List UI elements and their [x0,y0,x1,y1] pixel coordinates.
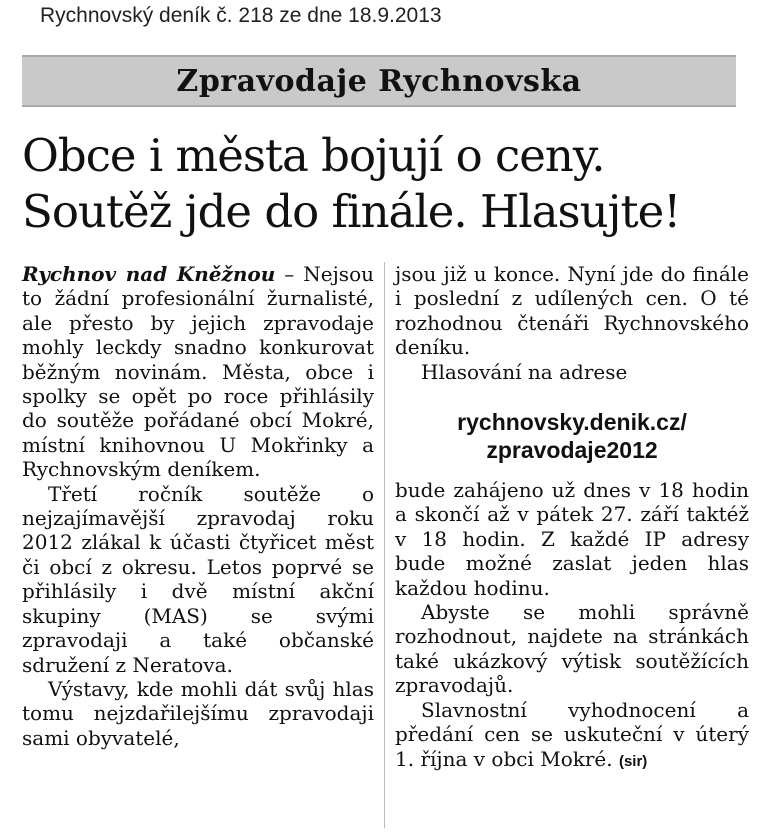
section-banner [22,55,736,107]
dateline: Rychnov nad Kněžnou [22,262,276,286]
article-paragraph-7: Abyste se mohli správně rozhodnout, najdete na stránkách také ukázkový výtisk soutěžících zpravodajů. [395,600,749,698]
article-paragraph-8 [395,698,749,774]
author-signature: (sir) [618,752,648,770]
paragraph-8-text: Slavnostní vyhodnocení a předání cen se uskuteční v úterý 1. října v obci Mokré. [395,697,749,771]
article-paragraph-4: jsou již u konce. Nyní jde do finále i poslední z udílených cen. O té rozhodnou čtenáři Rychnovského deníku. [395,262,749,360]
headline-line-2: Soutěž jde do finále. Hlasujte! [22,185,681,238]
voting-url-line-1: rychnovsky.denik.cz/ [457,409,687,436]
article-paragraph-3: Výstavy, kde mohli dát svůj hlas tomu nejzdařilejšímu zpravodaji sami obyvatelé, [22,676,374,750]
headline-line-1: Obce i města bojují o ceny. [22,129,605,182]
section-banner-title: Zpravodaje Rychnovska [176,63,582,99]
dateline-dash: – [275,262,304,286]
article-column-left [22,262,374,750]
article-paragraph-2: Třetí ročník soutěže o nejzajímavější zpravodaj roku 2012 zlákal k účasti čtyřicet měst či obcí z okresu. Letos poprvé se přihlásily i dvě místní akční skupiny (MAS) se svými zpravodaji a také občanské sdružení z Neratova. [22,481,374,677]
voting-url[interactable] [395,408,749,464]
article-paragraph-6: bude zahájeno už dnes v 18 hodin a skončí až v pátek 27. září taktéž v 18 hodin. Z každé IP adresy bude možné zaslat jeden hlas každou hodinu. [395,478,749,600]
article-column-right [395,262,749,774]
article-paragraph-5: Hlasování na adrese [421,359,628,384]
article-paragraph-1 [22,262,374,482]
column-divider [384,262,385,828]
headline [22,128,752,240]
paragraph-1-text: Nejsou to žádní profesionální žurnalisté, ale přesto by jejich zpravodaje mohly leckdy snadno konkurovat běžným novinám. Města, obce i spolky se opět po roce přihlásily do soutěže pořádané obcí Mokré, místní knihovnou U Mokřinky a Rychnovským deníkem. [22,262,374,482]
clipping-caption: Rychnovský deník č. 218 ze dne 18.9.2013 [40,4,442,27]
voting-url-line-2: zpravodaje2012 [486,437,658,464]
